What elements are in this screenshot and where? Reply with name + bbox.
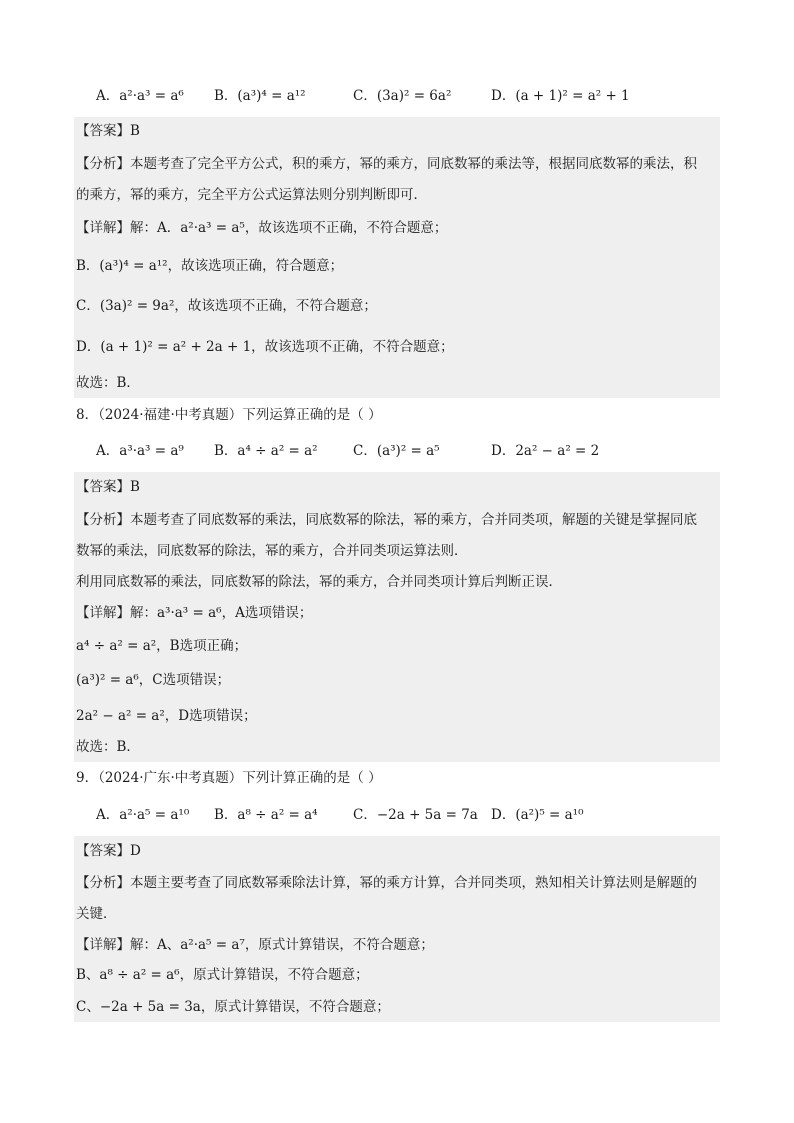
detail-7-b: B．(a³)⁴ = a¹²，故该选项正确，符合题意； [76, 258, 344, 274]
analysis-9-line2: 关键． [76, 906, 117, 922]
choice-7: 故选：B． [76, 375, 140, 391]
q9-option-c: C．−2a + 5a = 7a [353, 807, 478, 823]
q7-option-a: A．a²·a³ = a⁶ [96, 88, 184, 104]
answer-block-9 [74, 836, 720, 1022]
q9-stem: 9．（2024·广东·中考真题）下列计算正确的是（ ） [76, 770, 382, 786]
detail-8-a: 【详解】解：a³·a³ = a⁶，A选项错误； [76, 605, 313, 621]
choice-8: 故选：B． [76, 739, 140, 755]
q7-option-c: C．(3a)² = 6a² [353, 88, 452, 104]
q8-option-a: A．a³·a³ = a⁹ [96, 443, 184, 459]
answer-9: 【答案】D [76, 843, 141, 859]
analysis-8-line2: 数幂的乘法，同底数幂的除法，幂的乘方，合并同类项运算法则． [76, 543, 468, 559]
q9-option-b: B．a⁸ ÷ a² = a⁴ [214, 807, 318, 823]
q9-option-d: D．(a²)⁵ = a¹⁰ [491, 807, 584, 823]
q8-option-b: B．a⁴ ÷ a² = a² [214, 443, 318, 459]
analysis-9-line1: 【分析】本题主要考查了同底数幂乘除法计算，幂的乘方计算，合并同类项，熟知相关计算法则是解题的 [76, 875, 697, 891]
q9-option-a: A．a²·a⁵ = a¹⁰ [96, 807, 190, 823]
detail-7-d: D．(a + 1)² = a² + 2a + 1，故该选项不正确，不符合题意； [76, 339, 454, 355]
analysis-8-line3: 利用同底数幂的乘法，同底数幂的除法，幂的乘方，合并同类项计算后判断正误． [76, 574, 562, 590]
detail-8-c: (a³)² = a⁶，C选项错误； [76, 672, 231, 688]
detail-9-c: C、−2a + 5a = 3a，原式计算错误，不符合题意； [76, 999, 390, 1015]
q8-stem: 8．（2024·福建·中考真题）下列运算正确的是（ ） [76, 407, 382, 423]
q8-option-d: D．2a² − a² = 2 [491, 443, 600, 459]
detail-8-b: a⁴ ÷ a² = a²，B选项正确； [76, 638, 248, 654]
answer-7: 【答案】B [76, 123, 140, 139]
detail-7-c: C．(3a)² = 9a²，故该选项不正确，不符合题意； [76, 298, 377, 314]
detail-9-a: 【详解】解：A、a²·a⁵ = a⁷，原式计算错误，不符合题意； [76, 937, 434, 953]
detail-9-b: B、a⁸ ÷ a² = a⁶，原式计算错误，不符合题意； [76, 967, 369, 983]
q7-option-d: D．(a + 1)² = a² + 1 [491, 88, 630, 104]
analysis-8-line1: 【分析】本题考查了同底数幂的乘法，同底数幂的除法，幂的乘方，合并同类项，解题的关键是掌握同底 [76, 512, 697, 528]
q7-option-b: B．(a³)⁴ = a¹² [214, 88, 306, 104]
detail-7-a: 【详解】解：A．a²·a³ = a⁵，故该选项不正确，不符合题意； [76, 220, 448, 236]
analysis-7-line2: 的乘方，幂的乘方，完全平方公式运算法则分别判断即可． [76, 187, 427, 203]
q8-option-c: C．(a³)² = a⁵ [353, 443, 440, 459]
answer-8: 【答案】B [76, 479, 140, 495]
analysis-7-line1: 【分析】本题考查了完全平方公式，积的乘方，幂的乘方，同底数幂的乘法等，根据同底数幂的乘法，积 [76, 156, 697, 172]
detail-8-d: 2a² − a² = a²，D选项错误； [76, 708, 257, 724]
